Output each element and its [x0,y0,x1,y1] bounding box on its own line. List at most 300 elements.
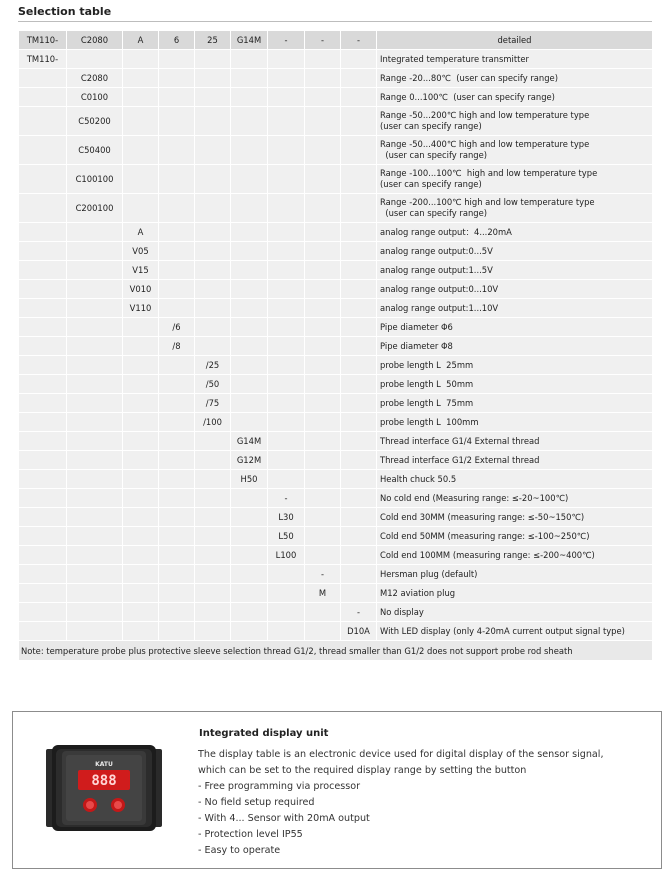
description-line: Range 0...100℃ (user can specify range) [380,91,555,102]
description-cell [377,88,653,107]
table-row [19,69,653,88]
note-row [19,641,653,661]
empty-cell [123,432,159,451]
section-title: Selection table [18,5,112,18]
table-header-row [19,31,653,50]
empty-cell [19,194,67,223]
description-cell [377,451,653,470]
empty-cell [19,394,67,413]
empty-cell [268,107,305,136]
header-cell: TM110- [19,31,67,50]
empty-cell [19,88,67,107]
empty-cell [341,88,377,107]
empty-cell [305,451,341,470]
option-code-cell: G12M [231,451,268,470]
empty-cell [67,50,123,69]
description-line: Cold end 50MM (measuring range: ≤-100~250℃) [380,530,590,541]
empty-cell [195,470,231,489]
empty-cell [268,565,305,584]
description-cell [377,136,653,165]
description-line: analog range output:1...5V [380,264,493,275]
empty-cell [195,88,231,107]
empty-cell [159,223,195,242]
description-line: analog range output:0...5V [380,245,493,256]
description-line: which can be set to the required display range by setting the button [198,765,527,776]
empty-cell [159,489,195,508]
empty-cell [231,318,268,337]
empty-cell [305,165,341,194]
empty-cell [268,261,305,280]
empty-cell [231,527,268,546]
empty-cell [268,50,305,69]
empty-cell [195,546,231,565]
empty-cell [305,50,341,69]
table-row [19,394,653,413]
empty-cell [231,136,268,165]
table-row [19,337,653,356]
description-line: (user can specify range) [380,121,482,131]
description-cell [377,584,653,603]
empty-cell [67,223,123,242]
empty-cell [123,546,159,565]
description-line: probe length L 50mm [380,378,474,389]
empty-cell [123,107,159,136]
table-row [19,413,653,432]
empty-cell [123,337,159,356]
table-row [19,136,653,165]
empty-cell [341,223,377,242]
option-code-cell: /8 [159,337,195,356]
header-cell: C2080 [67,31,123,50]
description-cell [377,546,653,565]
empty-cell [159,280,195,299]
description-line: Thread interface G1/4 External thread [380,435,540,446]
header-cell: - [305,31,341,50]
option-code-cell: G14M [231,432,268,451]
description-line: Range -20...80℃ (user can specify range) [380,72,558,83]
empty-cell [19,280,67,299]
description-line: Cold end 30MM (measuring range: ≤-50~150℃) [380,511,585,522]
empty-cell [195,299,231,318]
empty-cell [268,337,305,356]
description-cell [377,165,653,194]
device-readout: 888 [91,773,117,789]
empty-cell [123,603,159,622]
table-row [19,194,653,223]
table-row [19,584,653,603]
table-row [19,451,653,470]
empty-cell [195,280,231,299]
empty-cell [341,280,377,299]
table-row [19,622,653,641]
empty-cell [159,603,195,622]
description-cell [377,489,653,508]
empty-cell [123,489,159,508]
empty-cell [159,413,195,432]
empty-cell [195,69,231,88]
option-code-cell: V15 [123,261,159,280]
description-line: Pipe diameter Φ6 [380,321,453,332]
feature-item: - With 4... Sensor with 20mA output [198,813,370,824]
empty-cell [67,299,123,318]
empty-cell [305,261,341,280]
table-note: Note: temperature probe plus protective sleeve selection thread G1/2, thread smaller than G1/2 does not support probe rod sheath [19,641,653,661]
table-row [19,489,653,508]
description-line: probe length L 100mm [380,416,479,427]
empty-cell [67,565,123,584]
empty-cell [195,165,231,194]
option-code-cell: TM110- [19,50,67,69]
option-code-cell: D10A [341,622,377,641]
empty-cell [123,318,159,337]
empty-cell [19,413,67,432]
empty-cell [305,223,341,242]
empty-cell [268,318,305,337]
empty-cell [341,546,377,565]
empty-cell [159,546,195,565]
empty-cell [341,136,377,165]
empty-cell [67,337,123,356]
description-cell [377,107,653,136]
description-line: Pipe diameter Φ8 [380,340,453,351]
empty-cell [195,432,231,451]
description-line: analog range output:1...10V [380,302,499,313]
table-row [19,508,653,527]
header-cell: - [268,31,305,50]
display-unit-image [46,745,162,831]
empty-cell [268,394,305,413]
empty-cell [123,565,159,584]
empty-cell [305,299,341,318]
empty-cell [19,603,67,622]
empty-cell [305,337,341,356]
header-cell: 6 [159,31,195,50]
description-cell [377,603,653,622]
empty-cell [195,242,231,261]
table-row [19,318,653,337]
header-cell-detailed: detailed [377,31,653,50]
empty-cell [231,603,268,622]
empty-cell [341,375,377,394]
empty-cell [19,107,67,136]
empty-cell [67,451,123,470]
empty-cell [19,242,67,261]
empty-cell [341,318,377,337]
empty-cell [231,375,268,394]
empty-cell [341,194,377,223]
empty-cell [123,136,159,165]
empty-cell [67,280,123,299]
description-cell [377,242,653,261]
display-unit-description [198,747,638,779]
empty-cell [305,136,341,165]
empty-cell [159,565,195,584]
empty-cell [341,337,377,356]
table-row [19,165,653,194]
empty-cell [19,470,67,489]
table-row [19,527,653,546]
empty-cell [159,50,195,69]
empty-cell [231,508,268,527]
description-line: Range -200...100℃ high and low temperature type [380,197,595,207]
empty-cell [268,88,305,107]
empty-cell [19,261,67,280]
empty-cell [305,356,341,375]
empty-cell [268,223,305,242]
empty-cell [19,527,67,546]
description-cell [377,413,653,432]
empty-cell [195,136,231,165]
empty-cell [195,261,231,280]
empty-cell [305,527,341,546]
empty-cell [195,337,231,356]
table-row [19,603,653,622]
empty-cell [19,69,67,88]
empty-cell [268,356,305,375]
empty-cell [159,451,195,470]
device-brand-label: KATU [95,761,113,768]
empty-cell [67,413,123,432]
empty-cell [231,165,268,194]
empty-cell [159,69,195,88]
empty-cell [305,88,341,107]
empty-cell [123,194,159,223]
option-code-cell: C50400 [67,136,123,165]
empty-cell [19,356,67,375]
empty-cell [67,622,123,641]
empty-cell [19,165,67,194]
description-line: No display [380,606,424,617]
empty-cell [195,622,231,641]
empty-cell [19,584,67,603]
empty-cell [19,223,67,242]
empty-cell [67,356,123,375]
empty-cell [195,107,231,136]
table-row [19,375,653,394]
empty-cell [231,194,268,223]
empty-cell [67,546,123,565]
description-cell [377,223,653,242]
empty-cell [341,165,377,194]
option-code-cell: L100 [268,546,305,565]
empty-cell [67,242,123,261]
display-unit-title: Integrated display unit [199,728,329,739]
empty-cell [123,508,159,527]
empty-cell [231,565,268,584]
empty-cell [67,375,123,394]
empty-cell [268,194,305,223]
empty-cell [341,432,377,451]
empty-cell [305,318,341,337]
empty-cell [341,527,377,546]
empty-cell [268,280,305,299]
table-row [19,356,653,375]
table-row [19,565,653,584]
empty-cell [231,394,268,413]
empty-cell [19,318,67,337]
empty-cell [159,299,195,318]
feature-list [198,779,370,859]
empty-cell [305,69,341,88]
table-row [19,88,653,107]
empty-cell [159,394,195,413]
table-row [19,470,653,489]
option-code-cell: L50 [268,527,305,546]
empty-cell [123,451,159,470]
empty-cell [159,375,195,394]
empty-cell [305,622,341,641]
option-code-cell: - [305,565,341,584]
empty-cell [231,261,268,280]
empty-cell [305,603,341,622]
empty-cell [341,394,377,413]
empty-cell [195,50,231,69]
empty-cell [341,299,377,318]
empty-cell [231,584,268,603]
description-cell [377,622,653,641]
empty-cell [231,280,268,299]
header-cell: G14M [231,31,268,50]
empty-cell [159,242,195,261]
description-line: With LED display (only 4-20mA current output signal type) [380,625,625,636]
empty-cell [231,223,268,242]
empty-cell [19,546,67,565]
empty-cell [123,50,159,69]
empty-cell [341,356,377,375]
empty-cell [305,470,341,489]
description-line: Hersman plug (default) [380,568,478,579]
option-code-cell: C2080 [67,69,123,88]
option-code-cell: V05 [123,242,159,261]
empty-cell [268,165,305,194]
description-cell [377,527,653,546]
feature-item: - Free programming via processor [198,781,361,792]
empty-cell [231,88,268,107]
description-cell [377,394,653,413]
empty-cell [67,432,123,451]
description-cell [377,50,653,69]
description-line: (user can specify range) [380,208,488,218]
empty-cell [159,508,195,527]
option-code-cell: V010 [123,280,159,299]
empty-cell [341,242,377,261]
empty-cell [195,194,231,223]
empty-cell [67,508,123,527]
option-code-cell: /25 [195,356,231,375]
empty-cell [341,489,377,508]
description-line: Health chuck 50.5 [380,473,457,484]
empty-cell [159,194,195,223]
description-cell [377,432,653,451]
description-cell [377,318,653,337]
empty-cell [123,394,159,413]
empty-cell [268,470,305,489]
empty-cell [195,489,231,508]
empty-cell [231,356,268,375]
empty-cell [268,242,305,261]
option-code-cell: /100 [195,413,231,432]
empty-cell [231,69,268,88]
option-code-cell: M [305,584,341,603]
empty-cell [231,299,268,318]
empty-cell [195,318,231,337]
empty-cell [159,527,195,546]
empty-cell [231,546,268,565]
empty-cell [19,508,67,527]
description-line: Range -100...100℃ high and low temperature type [380,168,598,178]
empty-cell [159,432,195,451]
empty-cell [195,584,231,603]
option-code-cell: A [123,223,159,242]
description-line: Range -50...400℃ high and low temperature type [380,139,590,149]
empty-cell [268,584,305,603]
empty-cell [159,107,195,136]
empty-cell [268,432,305,451]
section-divider [18,21,652,22]
description-line: Cold end 100MM (measuring range: ≤-200~400℃) [380,549,595,560]
empty-cell [341,470,377,489]
empty-cell [67,261,123,280]
description-cell [377,69,653,88]
description-line: Thread interface G1/2 External thread [380,454,540,465]
empty-cell [195,565,231,584]
empty-cell [341,261,377,280]
description-line: No cold end (Measuring range: ≤-20~100℃) [380,492,569,503]
empty-cell [305,413,341,432]
empty-cell [305,242,341,261]
option-code-cell: L30 [268,508,305,527]
table-row [19,432,653,451]
feature-item: - Easy to operate [198,845,281,856]
option-code-cell: C0100 [67,88,123,107]
table-row [19,280,653,299]
empty-cell [123,165,159,194]
empty-cell [231,413,268,432]
empty-cell [341,413,377,432]
empty-cell [268,375,305,394]
table-row [19,261,653,280]
empty-cell [305,394,341,413]
empty-cell [195,508,231,527]
empty-cell [341,107,377,136]
empty-cell [268,69,305,88]
empty-cell [159,136,195,165]
empty-cell [231,337,268,356]
option-code-cell: V110 [123,299,159,318]
empty-cell [305,107,341,136]
description-line: probe length L 75mm [380,397,474,408]
table-row [19,299,653,318]
description-cell [377,565,653,584]
empty-cell [159,356,195,375]
empty-cell [305,375,341,394]
option-code-cell: /75 [195,394,231,413]
empty-cell [123,69,159,88]
table-row [19,223,653,242]
empty-cell [19,451,67,470]
description-cell [377,299,653,318]
empty-cell [341,508,377,527]
table-row [19,242,653,261]
description-line: (user can specify range) [380,179,482,189]
description-cell [377,508,653,527]
table-row [19,546,653,565]
empty-cell [67,318,123,337]
empty-cell [67,584,123,603]
empty-cell [123,375,159,394]
empty-cell [341,451,377,470]
feature-item: - Protection level IP55 [198,829,303,840]
